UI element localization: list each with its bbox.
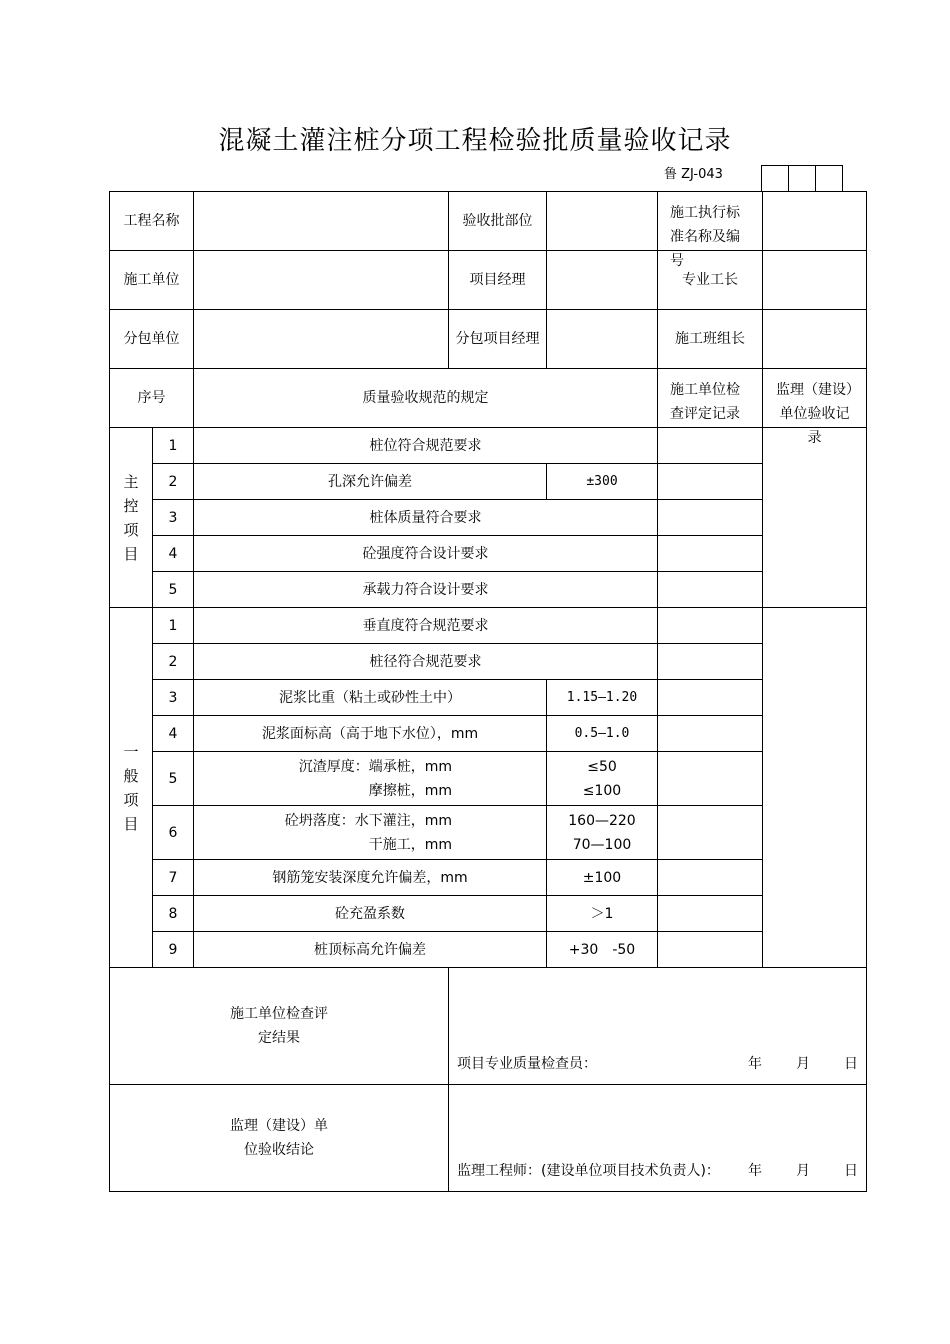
contractor-record-cell[interactable] [658,428,763,464]
row-item-line: 沉渣厚度：端承桩，mm [298,758,452,775]
page-title: 混凝土灌注桩分项工程检验批质量验收记录 [218,126,732,156]
row-number: 2 [153,644,194,680]
contractor-record-cell[interactable] [658,896,763,932]
month-label: 月 [796,1163,810,1179]
project-name-label: 工程名称 [110,192,194,251]
row-value: ±100 [547,860,658,896]
row-value-line: 70—100 [572,836,632,853]
contractor-record-cell[interactable] [658,860,763,896]
row-item: 孔深允许偏差 [194,464,547,500]
contractor-record-cell[interactable] [658,464,763,500]
row-item: 桩体质量符合要求 [194,500,658,536]
subcontractor-label: 分包单位 [110,310,194,369]
main-items-group: 主控项目 [110,428,153,608]
date-fields [748,1052,858,1076]
row-value: 0.5—1.0 [547,716,658,752]
row-number: 9 [153,932,194,968]
subcontractor-value[interactable] [194,310,449,369]
contractor-record-cell[interactable] [658,752,763,806]
row-item [194,806,547,860]
acceptance-part-label: 验收批部位 [449,192,547,251]
row-item: 泥浆面标高（高于地下水位），mm [194,716,547,752]
foreman-label: 专业工长 [658,251,763,310]
row-number: 6 [153,806,194,860]
row-number: 3 [153,500,194,536]
day-label: 日 [844,1056,858,1072]
contractor-result-cell[interactable] [449,968,867,1085]
row-value-line: ≤50 [587,758,617,775]
foreman-value[interactable] [763,251,867,310]
contractor-check-header: 施工单位检查评定记录 [658,369,763,428]
inspection-form [109,191,867,1192]
row-item: 桩径符合规范要求 [194,644,658,680]
row-number: 7 [153,860,194,896]
row-number: 2 [153,464,194,500]
supervisor-check-header: 监理（建设）单位验收记录 [763,369,867,428]
row-number: 8 [153,896,194,932]
contractor-record-cell[interactable] [658,932,763,968]
contractor-record-cell[interactable] [658,500,763,536]
contractor-result-label: 施工单位检查评定结果 [110,968,449,1085]
contractor-record-cell[interactable] [658,644,763,680]
project-name-value[interactable] [194,192,449,251]
row-item: 砼强度符合设计要求 [194,536,658,572]
supervisor-record-cell[interactable] [763,608,867,968]
row-item-line: 砼坍落度：水下灌注，mm [284,812,452,829]
row-number: 3 [153,680,194,716]
contractor-record-cell[interactable] [658,716,763,752]
row-value [547,806,658,860]
construction-unit-label: 施工单位 [110,251,194,310]
form-code: 鲁 ZJ-043 [664,167,723,182]
row-value-line: 160—220 [568,812,636,829]
row-item-line: 干施工，mm [368,836,452,853]
spec-header: 质量验收规范的规定 [194,369,658,428]
code-box[interactable] [815,166,842,192]
quality-inspector-label: 项目专业质量检查员： [457,1056,597,1072]
acceptance-part-value[interactable] [547,192,658,251]
team-leader-value[interactable] [763,310,867,369]
standard-name-label: 施工执行标准名称及编号 [658,192,763,251]
standard-name-value[interactable] [763,192,867,251]
row-number: 5 [153,572,194,608]
row-item: 钢筋笼安装深度允许偏差，mm [194,860,547,896]
sub-project-manager-value[interactable] [547,310,658,369]
row-item: 泥浆比重（粘土或砂性土中） [194,680,547,716]
row-item: 承载力符合设计要求 [194,572,658,608]
row-value: 1.15—1.20 [547,680,658,716]
row-number: 1 [153,428,194,464]
row-value: ＞1 [547,896,658,932]
row-item: 垂直度符合规范要求 [194,608,658,644]
contractor-record-cell[interactable] [658,572,763,608]
project-manager-value[interactable] [547,251,658,310]
row-number: 4 [153,716,194,752]
supervisor-result-label: 监理（建设）单位验收结论 [110,1085,449,1192]
contractor-record-cell[interactable] [658,536,763,572]
construction-unit-value[interactable] [194,251,449,310]
contractor-record-cell[interactable] [658,680,763,716]
row-value-line: ≤100 [582,782,622,799]
row-item: 桩位符合规范要求 [194,428,658,464]
year-label: 年 [748,1163,762,1179]
contractor-record-cell[interactable] [658,806,763,860]
project-manager-label: 项目经理 [449,251,547,310]
general-items-group: 一般项目 [110,608,153,968]
row-value: ±300 [547,464,658,500]
code-box[interactable] [788,166,815,192]
row-value [547,752,658,806]
supervising-engineer-label: 监理工程师：(建设单位项目技术负责人)： [457,1163,720,1179]
code-boxes [761,165,843,192]
supervisor-record-cell[interactable] [763,428,867,608]
team-leader-label: 施工班组长 [658,310,763,369]
code-box[interactable] [762,166,788,192]
sub-project-manager-label: 分包项目经理 [449,310,547,369]
row-value: +30 -50 [547,932,658,968]
day-label: 日 [844,1163,858,1179]
seq-header: 序号 [110,369,194,428]
contractor-record-cell[interactable] [658,608,763,644]
row-item [194,752,547,806]
row-item: 桩顶标高允许偏差 [194,932,547,968]
year-label: 年 [748,1056,762,1072]
row-number: 1 [153,608,194,644]
row-item: 砼充盈系数 [194,896,547,932]
row-item-line: 摩擦桩，mm [368,782,452,799]
supervisor-result-cell[interactable] [449,1085,867,1192]
month-label: 月 [796,1056,810,1072]
date-fields [748,1159,858,1183]
row-number: 5 [153,752,194,806]
row-number: 4 [153,536,194,572]
